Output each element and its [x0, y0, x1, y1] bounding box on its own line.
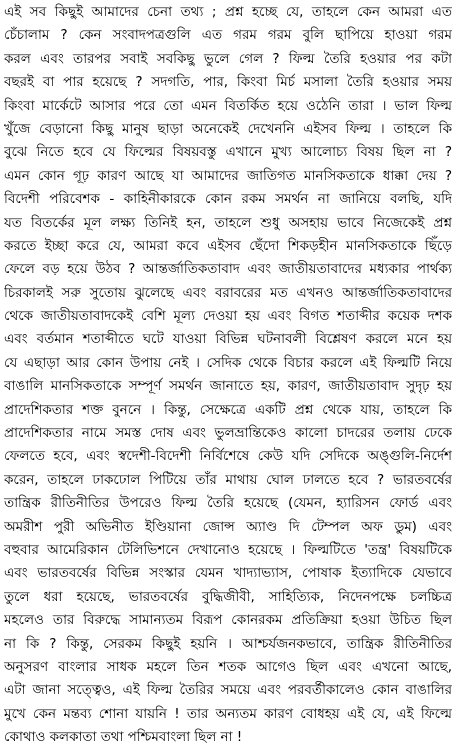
text-line: ফেলে বড় হয়ে উঠব ? আন্তর্জাতিকতাবাদ এবং জাতীয়তাবাদের মধ্যকার পার্থক্য — [4, 261, 452, 278]
text-line: তান্ত্রিক রীতিনীতির উপরেও ফিল্ম তৈরি হয়েছে (যেমন, হ্যারিসন ফোর্ড এবং — [4, 495, 452, 512]
text-line: অনুসরণ বাংলার সাধক মহলে তিন শতক আগেও ছিল এবং এখনো আছে, — [4, 658, 452, 675]
text-line: কোথাও কলকাতা তথা পশ্চিমবাংলা ছিল না ! — [4, 729, 243, 746]
text-line: চিরকালই সরু সুতোয় ঝুলেছে এবং বরাবরের মত এখনও আন্তর্জাতিকতাবাদের — [4, 284, 452, 301]
text-line: কিংবা মার্কেটে আসার পরে তো এমন বিতর্কিত হয়ে ওঠেনি তারা । ভাল ফিল্ম — [4, 97, 452, 114]
text-line: করতে ইচ্ছা করে যে, আমরা কবে এইসব ছেঁদো শিকড়হীন মানসিকতাকে ছিঁড়ে — [4, 237, 452, 254]
text-line: এটা জানা সত্ত্বেও, এই ফিল্ম তৈরির সময়ে এবং পরবর্তীকালেও কোন বাঙালির — [4, 682, 452, 699]
text-line: খুঁজে বেড়ানো কিছু মানুষ ছাড়া অনেকেই দেখেননি এইসব ফিল্ম । তাহলে কি — [4, 120, 452, 137]
text-line: এমন কোন গূঢ় কারণ আছে যা আমাদের জাতিগত মানসিকতাকে ধাক্কা দেয় ? — [4, 167, 452, 184]
text-line: না কি ? কিন্তু, সেরকম কিছুই হয়নি । আশ্চর্যজনকভাবে, তান্ত্রিক রীতিনীতির — [4, 635, 452, 652]
text-line: ফেলতে হবে, এবং স্বদেশী-বিদেশী নির্বিশেষে কেউ যদি সেদিকে অঙ্গুলি-নির্দেশ — [4, 448, 452, 465]
text-line: বুঝে নিতে হবে যে ফিল্মের বিষয়বস্তু এখানে মুখ্য আলোচ্য বিষয় ছিল না ? — [4, 144, 452, 161]
text-line: বাঙালি মানসিকতাকে সম্পূর্ণ সমর্থন জানাতে হয়, কারণ, জাতীয়তাবাদ সুদৃঢ় হয় — [4, 378, 452, 395]
text-line: এবং বর্তমান শতাব্দীতে ঘটে যাওয়া বিভিন্ন ঘটনাবলী বিশ্লেষণ করলে মনে হয় — [4, 331, 452, 348]
text-line: করল এবং তারপর সবাই সবকিছু ভুলে গেল ? ফিল্ম তৈরি হওয়ার পর কটা — [4, 50, 452, 67]
text-line: প্রাদেশিকতার শক্ত বুননে । কিন্তু, সেক্ষেত্রে একটি প্রশ্ন থেকে যায়, তাহলে কি — [4, 401, 452, 418]
text-line: করেন, তাহলে ঢাকঢোল পিটিয়ে তাঁর মাথায় ঘোল ঢালতে হবে ? ভারতবর্ষের — [4, 471, 452, 488]
text-line: অমরীশ পুরী অভিনীত ইণ্ডিয়ানা জোন্স অ্যাণ্ড দি টেম্পল অফ ডুম) এবং — [4, 518, 452, 535]
text-line: এই সব কিছুই আমাদের চেনা তথ্য ; প্রশ্ন হচ্ছে যে, তাহলে কেন আমরা এত — [4, 4, 452, 20]
text-line: প্রাদেশিকতার নামে সমস্ত দোষ এবং ভুলভ্রান্তিকেও কালো চাদরের তলায় ঢেকে — [4, 425, 452, 442]
text-line: যত বিতর্কের মূল লক্ষ্য তিনিই হন, তাহলে শুধু অসহায় ভাবে নিজেকেই প্রশ্ন — [4, 214, 452, 231]
text-line: বিদেশী পরিবেশক - কাহিনীকারকে কোন রকম সমর্থন না জানিয়ে বলছি, যদি — [4, 191, 452, 208]
text-line: চেঁচালাম ? কেন সংবাদপত্রগুলি এত গরম গরম বুলি ছাপিয়ে হাওয়া গরম — [4, 27, 452, 44]
text-line: তুলে ধরা হয়েছে, ভারতবর্ষের বুদ্ধিজীবী, সাহিত্যিক, নিদেনপক্ষে চলচ্চিত্র — [4, 588, 452, 605]
text-line: থেকে জাতীয়তাবাদকেই বেশি মূল্য দেওয়া হয় এবং বিগত শতাব্দীর কয়েক দশক — [4, 308, 452, 325]
text-line: মহলেও তার বিরুদ্ধে সামান্যতম বিরূপ কোনরকম প্রতিক্রিয়া হওয়া উচিত ছিল — [4, 612, 452, 629]
text-line: বহুবার আমেরিকান টেলিভিশনে দেখানোও হয়েছে । ফিল্মটিতে 'তন্ত্র' বিষয়টিকে — [4, 541, 452, 558]
text-line: এবং ভারতবর্ষের বিভিন্ন সংস্কার যেমন খাদ্যাভ্যাস, পোষাক ইত্যাদিকে যেভাবে — [4, 565, 452, 582]
text-line: যে এছাড়া আর কোন উপায় নেই । সেদিক থেকে বিচার করলে এই ফিল্মটি নিয়ে — [4, 354, 452, 371]
text-line: মুখে কেন মন্তব্য শোনা যায়নি ! তার অন্যতম কারণ বোধহয় এই যে, এই ফিল্মে — [4, 705, 452, 722]
text-line: বছরই বা পার হয়েছে ? সদগতি, পার, কিংবা মির্চ মসালা তৈরি হওয়ার সময় — [4, 74, 452, 91]
